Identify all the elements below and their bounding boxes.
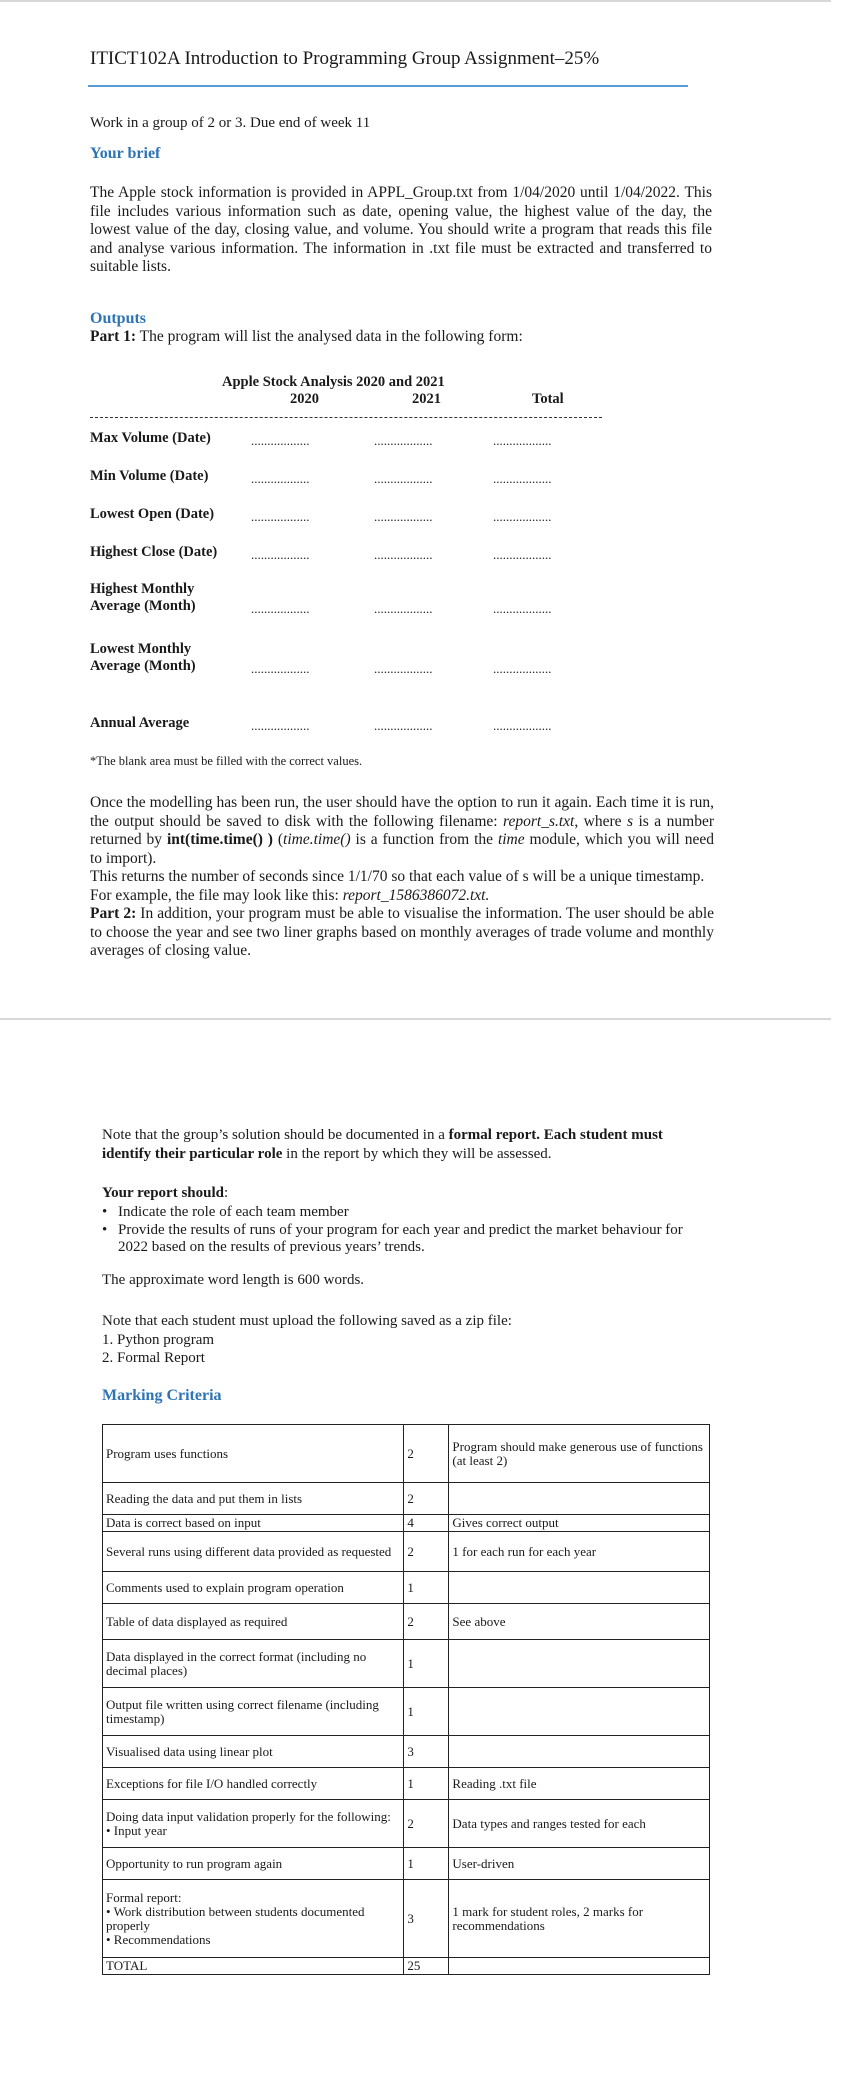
table-row: Several runs using different data provided as requested 2 1 for each run for each year [103,1532,710,1572]
row-label-lowest-open: Lowest Open (Date) [90,506,215,522]
analysis-title: Apple Stock Analysis 2020 and 2021 [222,374,445,390]
table-row: Doing data input validation properly for the following: • Input year 2 Data types and ranges tested for each [103,1800,710,1848]
page-1: ITICT102A Introduction to Programming Group Assignment–25% Work in a group of 2 or 3. Due end of week 11 Your brief The Apple stock information is provided in APPL_Group.txt from 1/04/2020 until 1/04/2022. This file includes various information such as date, opening value, the highest value of the day, the lowest value of the day, closing value, and volume. You should write a program that reads this file and analyse various information. The information in .txt file must be extracted and transferred to suitable lists. Outputs Part 1: The program will list the analysed data in the following form: Apple Stock Analysis 2020 and 2021 2020 2021 Total Max Volume (Date) Min Volume (Date) Lowest Open (Date) Highest Close (Date) Highest Monthly Average (Month) Lowest Monthly Average (Month) Annual Average .................. .................. .................. .................. .................. .................. .................. .................. .................. .................. .................. .................. .................. .................. .................. .................. .................. .................. .................. .................. .................. *The blank area must be filled with the correct values. Once the modelling has been run, the user should have the option to run it again. Each time it is run, the output should be saved to disk with the following filename: report_s.txt, where s is a number returned by int(time.time() ) (time.time() is a function from the time module, which you will need to import). This returns the number of seconds since 1/1/70 so that each value of s will be a unique timestamp. For example, the file may look like this: report_1586386072.txt. Part 2: In addition, your program must be able to visualise the information. The user should be able to choose the year and see two liner graphs based on monthly averages of trade volume and monthly averages of closing value. [0,0,831,1018]
report-bullet-item: • Provide the results of runs of your program for each year and predict the market behaviour for 2022 based on the results of previous years’ trends. [102,1221,683,1255]
upload-item: 2. Formal Report [102,1350,205,1366]
table-row: Reading the data and put them in lists 2 [103,1483,710,1515]
table-row: Data displayed in the correct format (including no decimal places) 1 [103,1640,710,1688]
part1-label: Part 1: [90,328,137,345]
table-row: Formal report: • Work distribution between students documented properly • Recommendations 3 1 mark for student roles, 2 marks for recommendations [103,1880,710,1958]
document-title: ITICT102A Introduction to Programming Group Assignment–25% [90,48,600,69]
blank-area-note: *The blank area must be filled with the correct values. [90,754,363,768]
col-total-header: Total [532,391,564,407]
upload-note: Note that each student must upload the following saved as a zip file: [102,1313,512,1329]
report-heading: Your report should: [102,1185,229,1201]
row-label-highest-monthly: Highest Monthly Average (Month) [90,581,196,614]
brief-heading: Your brief [90,145,161,162]
col-2020-header: 2020 [290,391,319,407]
table-dashed-rule [90,417,602,418]
part1-line [90,328,523,346]
rerun-paragraph: Once the modelling has been run, the user should have the option to run it again. Each time it is run, the output should be saved to disk with the following filename: report_s.txt, where s is a number returned by int(time.time() ) (time.time() is a function from the time module, which you will need to import). [90,794,714,867]
table-row: Visualised data using linear plot 3 [103,1736,710,1768]
table-row: Comments used to explain program operation 1 [103,1572,710,1604]
title-rule [88,85,688,87]
report-bullets [102,1204,714,1257]
page-2 [0,1018,831,2073]
row-label-highest-close: Highest Close (Date) [90,544,218,560]
row-label-min-volume: Min Volume (Date) [90,468,209,484]
row-label-lowest-monthly: Lowest Monthly Average (Month) [90,641,196,674]
group-line: Work in a group of 2 or 3. Due end of week 11 [90,115,371,131]
row-label-max-volume: Max Volume (Date) [90,430,211,446]
upload-item: 1. Python program [102,1332,215,1348]
table-row: Output file written using correct filename (including timestamp) 1 [103,1688,710,1736]
returns-paragraph: This returns the number of seconds since 1/1/70 so that each value of s will be a unique timestamp. For example, the file may look like this: report_1586386072.txt. [90,868,705,904]
outputs-heading: Outputs [90,310,147,327]
part1-text: The program will list the analysed data in the following form: [136,328,523,345]
table-row: Data is correct based on input 4 Gives correct output [103,1515,710,1532]
brief-paragraph: The Apple stock information is provided in APPL_Group.txt from 1/04/2020 until 1/04/2022. This file includes various information such as date, opening value, the highest value of the day, the lowest value of the day, closing value, and volume. You should write a program that reads this file and analyse various information. The information in .txt file must be extracted and transferred to suitable lists. [90,184,712,275]
report-bullet-item: • Indicate the role of each team member [102,1204,349,1220]
col-2021-header: 2021 [412,391,441,407]
marking-heading: Marking Criteria [102,1387,222,1404]
word-length: The approximate word length is 600 words. [102,1272,365,1288]
table-row: TOTAL 25 [103,1958,710,1975]
report-note: Note that the group’s solution should be documented in a formal report. Each student must identify their particular role in the report by which they will be assessed. [102,1127,663,1162]
part2-paragraph: Part 2: In addition, your program must be able to visualise the information. The user should be able to choose the year and see two liner graphs based on monthly averages of trade volume and monthly averages of closing value. [90,905,714,959]
table-row: Opportunity to run program again 1 User-driven [103,1848,710,1880]
table-row: Table of data displayed as required 2 See above [103,1604,710,1640]
row-label-annual-average: Annual Average [90,715,190,731]
table-row: Program uses functions 2 Program should make generous use of functions (at least 2) [103,1425,710,1483]
table-row: Exceptions for file I/O handled correctly 1 Reading .txt file [103,1768,710,1800]
marking-criteria-table [102,1424,710,1975]
